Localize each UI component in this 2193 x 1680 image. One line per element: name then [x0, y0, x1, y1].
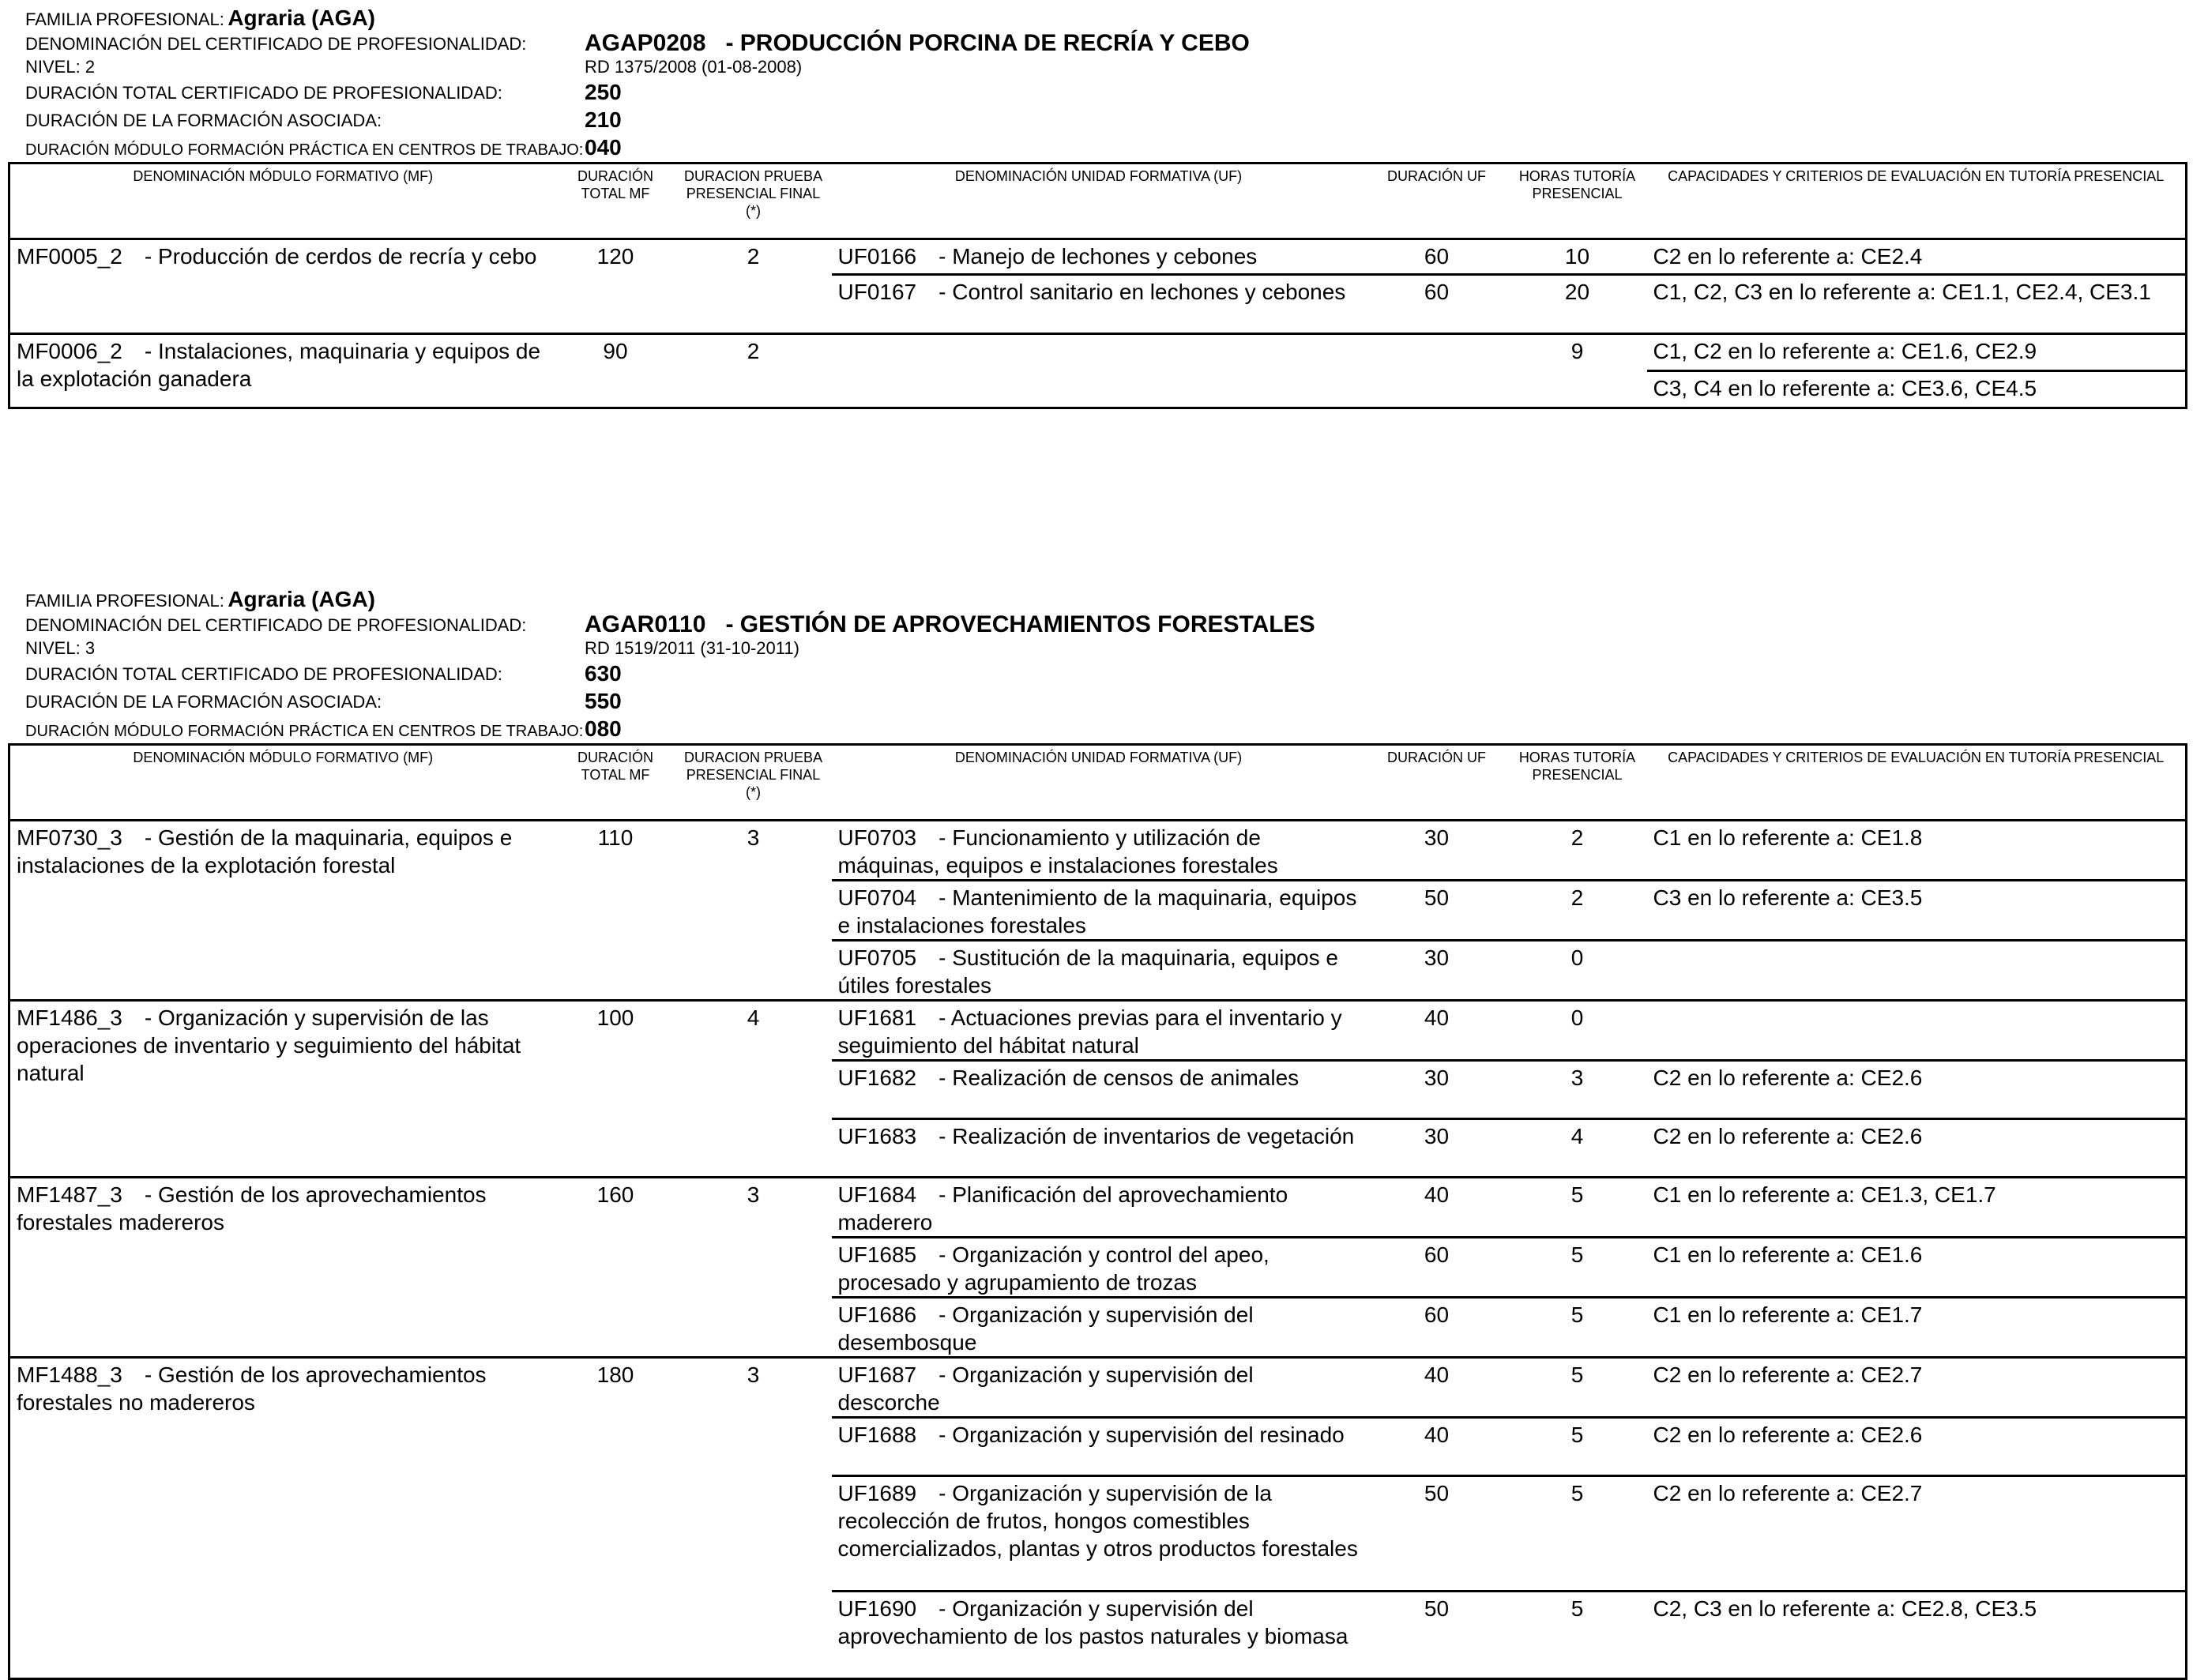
module-cell [9, 334, 556, 408]
unit-criteria [1647, 941, 2187, 1001]
family-label: FAMILIA PROFESIONAL: [25, 9, 224, 29]
unit-criteria: C2, C3 en lo referente a: CE2.8, CE3.5 [1647, 1592, 2187, 1679]
unit-hours: 30 [1366, 941, 1508, 1001]
unit-cell [832, 1119, 1366, 1178]
unit-hours: 40 [1366, 1178, 1508, 1238]
unit-code: UF1688 [837, 1423, 917, 1447]
unit-name: - Organización y control del apeo, procesado y agrupamiento de trozas [837, 1242, 1270, 1295]
unit-cell [832, 821, 1366, 881]
unit-cell [832, 1178, 1366, 1238]
module-code: MF1486_3 [17, 1005, 122, 1030]
certificate-title [585, 613, 1315, 637]
module-cell [9, 1001, 556, 1178]
unit-code: UF0705 [837, 945, 917, 970]
col-mf-hours: DURACIÓN TOTAL MF [577, 168, 653, 201]
module-hours: 100 [556, 1001, 675, 1178]
module-name: - Organización y supervisión de las operaciones de inventario y seguimiento del hábitat natural [17, 1005, 521, 1085]
module-code: MF0730_3 [17, 825, 122, 850]
certificate-name: - PRODUCCIÓN PORCINA DE RECRÍA Y CEBO [725, 30, 1250, 56]
unit-code: UF1687 [837, 1362, 917, 1387]
unit-hours: 40 [1366, 1001, 1508, 1061]
col-mf: DENOMINACIÓN MÓDULO FORMATIVO (MF) [133, 750, 434, 765]
table-header [9, 163, 2187, 239]
unit-hours [1366, 334, 1508, 408]
practice-duration-label: DURACIÓN MÓDULO FORMACIÓN PRÁCTICA EN CENTROS DE TRABAJO: [25, 141, 584, 159]
royal-decree: RD 1519/2011 (31-10-2011) [585, 638, 799, 658]
total-duration-value: 630 [585, 661, 622, 686]
training-duration-value: 210 [585, 107, 622, 132]
unit-name: - Organización y supervisión del aprovechamiento de los pastos naturales y biomasa [837, 1596, 1349, 1648]
unit-criteria: C2 en lo referente a: CE2.7 [1647, 1476, 2187, 1592]
module-name: - Producción de cerdos de recría y cebo [144, 244, 537, 269]
unit-criteria: C3, C4 en lo referente a: CE3.6, CE4.5 [1647, 371, 2187, 408]
module-exam: 3 [675, 1178, 832, 1358]
module-cell [9, 1358, 556, 1679]
certificate-code: AGAP0208 [585, 30, 706, 56]
module-name: - Instalaciones, maquinaria y equipos de la explotación ganadera [17, 339, 541, 391]
unit-code: UF0167 [837, 280, 917, 304]
unit-name: - Organización y supervisión de la recolección de frutos, hongos comestibles comercializados, plantas y otros productos forestales [837, 1481, 1358, 1561]
unit-code: UF1683 [837, 1124, 917, 1148]
module-cell [9, 821, 556, 1001]
unit-hours: 50 [1366, 881, 1508, 941]
certificate-title [585, 32, 1250, 55]
family-label: FAMILIA PROFESIONAL: [25, 591, 224, 611]
level-label: NIVEL: [25, 57, 81, 77]
unit-cell [832, 1298, 1366, 1358]
unit-cell [832, 1592, 1366, 1679]
module-name: - Gestión de los aprovechamientos forestales no madereros [17, 1362, 487, 1415]
training-duration-value: 550 [585, 689, 622, 713]
unit-criteria: C1 en lo referente a: CE1.7 [1647, 1298, 2187, 1358]
table-row [9, 1001, 2187, 1061]
unit-code: UF1684 [837, 1182, 917, 1207]
unit-hours: 40 [1366, 1418, 1508, 1476]
col-mf-hours: DURACIÓN TOTAL MF [577, 750, 653, 783]
unit-tutoring: 5 [1508, 1238, 1647, 1298]
training-duration-label: DURACIÓN DE LA FORMACIÓN ASOCIADA: [25, 111, 382, 130]
unit-hours: 30 [1366, 1119, 1508, 1178]
unit-cell [832, 1061, 1366, 1119]
unit-name: - Planificación del aprovechamiento maderero [837, 1182, 1288, 1235]
col-tutoring: HORAS TUTORÍA PRESENCIAL [1518, 168, 1636, 201]
unit-hours: 30 [1366, 821, 1508, 881]
module-hours: 180 [556, 1358, 675, 1679]
unit-criteria: C2 en lo referente a: CE2.6 [1647, 1418, 2187, 1476]
unit-name: - Organización y supervisión del resinado [939, 1423, 1345, 1447]
col-uf: DENOMINACIÓN UNIDAD FORMATIVA (UF) [954, 750, 1243, 765]
unit-hours: 30 [1366, 1061, 1508, 1119]
module-name: - Gestión de los aprovechamientos forestales madereros [17, 1182, 487, 1235]
unit-criteria: C3 en lo referente a: CE3.5 [1647, 881, 2187, 941]
module-code: MF0005_2 [17, 244, 122, 269]
level-line [25, 58, 95, 76]
level-value: 3 [85, 638, 96, 658]
col-exam: DURACION PRUEBA PRESENCIAL FINAL (*) [683, 168, 823, 219]
unit-hours: 60 [1366, 239, 1508, 275]
certificate-label: DENOMINACIÓN DEL CERTIFICADO DE PROFESIONALIDAD: [25, 615, 527, 635]
unit-cell [832, 941, 1366, 1001]
certificate-name: - GESTIÓN DE APROVECHAMIENTOS FORESTALES [725, 611, 1315, 637]
module-hours: 120 [556, 239, 675, 334]
unit-name: - Control sanitario en lechones y cebones [939, 280, 1346, 304]
family-value: Agraria (AGA) [228, 6, 376, 30]
certificate-code: AGAR0110 [585, 611, 706, 637]
col-exam: DURACION PRUEBA PRESENCIAL FINAL (*) [683, 750, 823, 800]
unit-name: - Realización de censos de animales [939, 1066, 1300, 1090]
unit-tutoring: 0 [1508, 941, 1647, 1001]
col-uf-hours: DURACIÓN UF [1387, 168, 1486, 184]
unit-tutoring: 5 [1508, 1592, 1647, 1679]
unit-cell [832, 1358, 1366, 1418]
table-row [9, 1358, 2187, 1418]
unit-criteria: C1, C2 en lo referente a: CE1.6, CE2.9 [1647, 334, 2187, 371]
unit-hours: 50 [1366, 1592, 1508, 1679]
unit-tutoring: 10 [1508, 239, 1647, 275]
total-duration-label: DURACIÓN TOTAL CERTIFICADO DE PROFESIONALIDAD: [25, 83, 502, 103]
unit-tutoring: 20 [1508, 275, 1647, 334]
module-exam: 2 [675, 239, 832, 334]
practice-duration-value: 040 [585, 135, 622, 160]
col-uf: DENOMINACIÓN UNIDAD FORMATIVA (UF) [954, 168, 1243, 184]
col-uf-hours: DURACIÓN UF [1387, 750, 1486, 765]
unit-tutoring: 9 [1508, 334, 1647, 408]
training-duration-label: DURACIÓN DE LA FORMACIÓN ASOCIADA: [25, 692, 382, 712]
unit-name: - Organización y supervisión del descorche [837, 1362, 1254, 1415]
unit-criteria: C1, C2, C3 en lo referente a: CE1.1, CE2.4, CE3.1 [1647, 275, 2187, 334]
unit-code: UF1681 [837, 1005, 917, 1030]
unit-criteria [1647, 1001, 2187, 1061]
module-code: MF0006_2 [17, 339, 122, 363]
unit-hours: 40 [1366, 1358, 1508, 1418]
unit-code: UF0166 [837, 244, 917, 269]
unit-code: UF1689 [837, 1481, 917, 1505]
unit-cell [832, 275, 1366, 334]
col-criteria: CAPACIDADES Y CRITERIOS DE EVALUACIÓN EN TUTORÍA PRESENCIAL [1668, 750, 2165, 765]
unit-criteria: C1 en lo referente a: CE1.8 [1647, 821, 2187, 881]
unit-tutoring: 5 [1508, 1418, 1647, 1476]
module-cell [9, 1178, 556, 1358]
modules-table [8, 162, 2187, 409]
unit-name: - Funcionamiento y utilización de máquinas, equipos e instalaciones forestales [837, 825, 1278, 878]
unit-criteria: C1 en lo referente a: CE1.3, CE1.7 [1647, 1178, 2187, 1238]
table-row [9, 239, 2187, 275]
practice-duration-label: DURACIÓN MÓDULO FORMACIÓN PRÁCTICA EN CENTROS DE TRABAJO: [25, 723, 584, 740]
table-row [9, 821, 2187, 881]
module-exam: 4 [675, 1001, 832, 1178]
module-code: MF1488_3 [17, 1362, 122, 1387]
unit-tutoring: 5 [1508, 1298, 1647, 1358]
unit-cell [832, 881, 1366, 941]
module-hours: 90 [556, 334, 675, 408]
unit-code: UF1686 [837, 1302, 917, 1327]
unit-cell [832, 1476, 1366, 1592]
family-line [25, 588, 375, 611]
level-label: NIVEL: [25, 638, 81, 658]
family-value: Agraria (AGA) [228, 587, 376, 611]
certificate-label: DENOMINACIÓN DEL CERTIFICADO DE PROFESIONALIDAD: [25, 34, 527, 54]
col-criteria: CAPACIDADES Y CRITERIOS DE EVALUACIÓN EN TUTORÍA PRESENCIAL [1668, 168, 2165, 184]
unit-tutoring: 2 [1508, 881, 1647, 941]
unit-tutoring: 5 [1508, 1178, 1647, 1238]
unit-cell [832, 1418, 1366, 1476]
family-line [25, 7, 375, 29]
module-code: MF1487_3 [17, 1182, 122, 1207]
unit-tutoring: 5 [1508, 1476, 1647, 1592]
total-duration-label: DURACIÓN TOTAL CERTIFICADO DE PROFESIONALIDAD: [25, 664, 502, 684]
module-hours: 160 [556, 1178, 675, 1358]
unit-hours: 60 [1366, 275, 1508, 334]
module-hours: 110 [556, 821, 675, 1001]
col-tutoring: HORAS TUTORÍA PRESENCIAL [1518, 750, 1636, 783]
unit-code: UF0703 [837, 825, 917, 850]
unit-code: UF0704 [837, 885, 917, 910]
unit-hours: 60 [1366, 1298, 1508, 1358]
module-exam: 3 [675, 821, 832, 1001]
unit-tutoring: 3 [1508, 1061, 1647, 1119]
level-line [25, 640, 95, 657]
table-row [9, 334, 2187, 371]
unit-name: - Organización y supervisión del desembosque [837, 1302, 1254, 1355]
unit-criteria: C1 en lo referente a: CE1.6 [1647, 1238, 2187, 1298]
unit-tutoring: 4 [1508, 1119, 1647, 1178]
unit-name: - Mantenimiento de la maquinaria, equipos e instalaciones forestales [837, 885, 1357, 938]
col-mf: DENOMINACIÓN MÓDULO FORMATIVO (MF) [133, 168, 434, 184]
unit-hours: 50 [1366, 1476, 1508, 1592]
unit-criteria: C2 en lo referente a: CE2.7 [1647, 1358, 2187, 1418]
unit-tutoring: 5 [1508, 1358, 1647, 1418]
unit-code: UF1685 [837, 1242, 917, 1267]
unit-hours: 60 [1366, 1238, 1508, 1298]
unit-name: - Sustitución de la maquinaria, equipos e útiles forestales [837, 945, 1338, 998]
table-header [9, 745, 2187, 821]
module-cell [9, 239, 556, 334]
unit-criteria: C2 en lo referente a: CE2.4 [1647, 239, 2187, 275]
unit-name: - Manejo de lechones y cebones [939, 244, 1258, 269]
modules-table [8, 743, 2187, 1680]
total-duration-value: 250 [585, 80, 622, 104]
level-value: 2 [85, 57, 96, 77]
unit-code: UF1690 [837, 1596, 917, 1621]
unit-cell [832, 1238, 1366, 1298]
unit-cell [832, 1001, 1366, 1061]
module-exam: 3 [675, 1358, 832, 1679]
module-name: - Gestión de la maquinaria, equipos e instalaciones de la explotación forestal [17, 825, 513, 878]
royal-decree: RD 1375/2008 (01-08-2008) [585, 57, 803, 77]
module-exam: 2 [675, 334, 832, 408]
unit-tutoring: 2 [1508, 821, 1647, 881]
table-row [9, 1178, 2187, 1238]
unit-cell [832, 334, 1366, 408]
unit-criteria: C2 en lo referente a: CE2.6 [1647, 1119, 2187, 1178]
unit-cell [832, 239, 1366, 275]
unit-name: - Actuaciones previas para el inventario y seguimiento del hábitat natural [837, 1005, 1342, 1058]
unit-tutoring: 0 [1508, 1001, 1647, 1061]
unit-criteria: C2 en lo referente a: CE2.6 [1647, 1061, 2187, 1119]
practice-duration-value: 080 [585, 716, 622, 741]
unit-name: - Realización de inventarios de vegetación [939, 1124, 1355, 1148]
unit-code: UF1682 [837, 1066, 917, 1090]
